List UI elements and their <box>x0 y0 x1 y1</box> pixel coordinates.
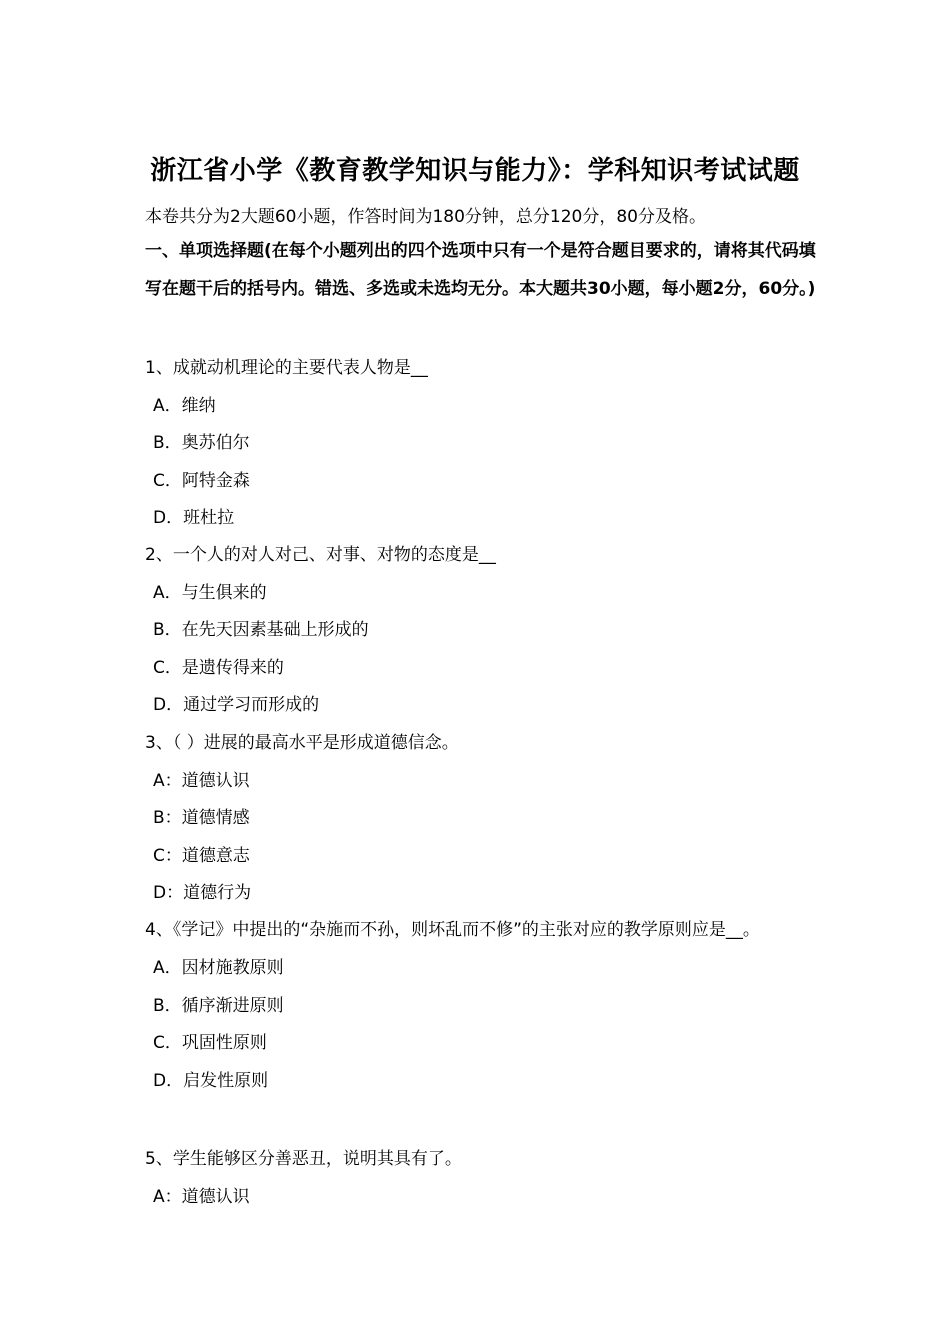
exam-intro: 本卷共分为2大题60小题，作答时间为180分钟，总分120分，80分及格。 <box>145 207 706 227</box>
option-d: D：道德行为 <box>153 883 252 903</box>
question-text: 2、一个人的对人对己、对事、对物的态度是__ <box>145 545 496 565</box>
question-text: 3、（ ）进展的最高水平是形成道德信念。 <box>145 733 459 753</box>
option-a: A．与生俱来的 <box>153 582 267 603</box>
question-5 <box>145 1141 845 1216</box>
option-b: B：道德情感 <box>153 808 250 828</box>
option-c: C．是遗传得来的 <box>153 657 284 678</box>
section-heading: 一、单项选择题(在每个小题列出的四个选项中只有一个是符合题目要求的，请将其代码填写在题干后的括号内。错选、多选或未选均无分。本大题共30小题，每小题2分，60分。) <box>145 241 816 299</box>
option-b: B．奥苏伯尔 <box>153 433 250 453</box>
option-a: A：道德认识 <box>153 770 250 791</box>
document-title: 浙江省小学《教育教学知识与能力》：学科知识考试试题 <box>150 156 800 186</box>
question-2 <box>145 537 845 725</box>
question-text: 5、学生能够区分善恶丑，说明其具有了。 <box>145 1149 462 1169</box>
option-d: D．班杜拉 <box>153 508 235 528</box>
question-text: 1、成就动机理论的主要代表人物是__ <box>145 358 428 378</box>
option-d: D．启发性原则 <box>153 1070 269 1091</box>
option-c: C：道德意志 <box>153 845 250 866</box>
option-c: C．阿特金森 <box>153 470 250 491</box>
option-c: C．巩固性原则 <box>153 1033 267 1053</box>
option-a: A：道德认识 <box>153 1186 250 1207</box>
question-4 <box>145 910 845 1100</box>
option-a: A．因材施教原则 <box>153 958 284 978</box>
question-text: 4、《学记》中提出的“杂施而不孙，则坏乱而不修”的主张对应的教学原则应是__。 <box>145 920 760 940</box>
question-3 <box>145 725 845 913</box>
question-1 <box>145 350 845 538</box>
option-d: D．通过学习而形成的 <box>153 695 320 715</box>
option-a: A．维纳 <box>153 395 216 416</box>
option-b: B．在先天因素基础上形成的 <box>153 620 369 640</box>
option-b: B．循序渐进原则 <box>153 995 284 1016</box>
